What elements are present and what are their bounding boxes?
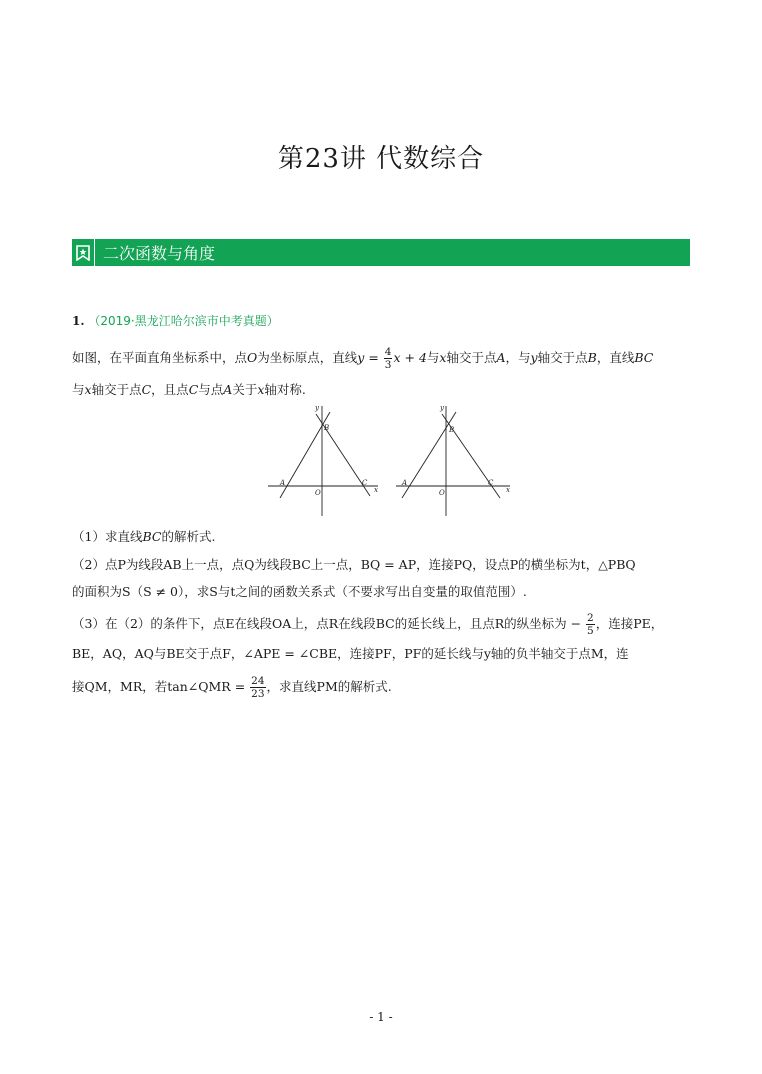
math: x: [439, 350, 447, 365]
question-header: [72, 312, 279, 329]
label-O: O: [315, 489, 321, 497]
part-2-line2: 的面积为S（S ≠ 0），求S与t之间的函数关系式（不要求写出自变量的取值范围）.: [72, 584, 527, 599]
fraction-num: 2: [587, 612, 594, 624]
question-stem-line2: [72, 380, 692, 400]
part-3-line2: BE，AQ，AQ与BE交于点F，∠APE = ∠CBE，连接PF，PF的延长线与y轴的负半轴交于点M，连: [72, 646, 629, 661]
text: ，且点: [151, 382, 189, 397]
math: y: [530, 350, 538, 365]
math: x: [84, 382, 92, 397]
label-B: B: [324, 424, 330, 432]
text: 轴对称.: [264, 382, 306, 397]
text: 的解析式.: [161, 529, 216, 544]
label-A: A: [402, 479, 408, 487]
math: A: [496, 350, 506, 365]
question-stem-line1: [72, 346, 692, 371]
text: ，直线: [596, 350, 635, 365]
text: 与点: [198, 382, 224, 397]
label-O: O: [439, 489, 445, 497]
part-2-line1: （2）点P为线段AB上一点，点Q为线段BC上一点，BQ = AP，连接PQ，设点P的横坐标为t，△PBQ: [72, 557, 636, 572]
text: 关于: [232, 382, 258, 397]
math: y =: [357, 350, 379, 365]
figures: [266, 400, 516, 524]
bookmark-star-icon: [72, 239, 95, 266]
question-source: （2019·黑龙江哈尔滨市中考真题）: [88, 314, 279, 328]
text: （1）求直线: [72, 529, 143, 544]
label-x: x: [374, 486, 378, 494]
math: BC: [142, 529, 162, 544]
coordinate-figures: [266, 400, 516, 520]
page-title: 第23讲 代数综合: [277, 144, 485, 174]
fraction-den: 23: [251, 688, 265, 700]
text: 轴交于点: [91, 382, 142, 397]
label-A: A: [280, 479, 286, 487]
question-number: 1.: [72, 314, 85, 328]
label-C: C: [362, 479, 368, 487]
label-C: C: [488, 479, 494, 487]
text: 接QM，MR，若tan∠QMR =: [72, 679, 246, 694]
math: x + 4: [393, 350, 427, 365]
section-title: 二次函数与角度: [103, 244, 216, 263]
text: 轴交于点: [446, 350, 497, 365]
part-3-line3: [72, 675, 692, 700]
math: BC: [634, 350, 654, 365]
fraction: [250, 675, 265, 700]
text: 如图，在平面直角坐标系中，点: [72, 350, 248, 365]
math: O: [247, 350, 258, 365]
text: 为坐标原点，直线: [257, 350, 358, 365]
fraction-den: 5: [587, 625, 594, 637]
text: ，求直线PM的解析式.: [266, 679, 392, 694]
text: 轴交于点: [537, 350, 588, 365]
text: 与: [72, 382, 85, 397]
fraction-den: 3: [384, 359, 392, 371]
fraction-num: 24: [251, 675, 265, 687]
label-x: x: [506, 486, 510, 494]
line-AB: [280, 412, 330, 498]
section-header: [72, 239, 690, 266]
math: C: [141, 382, 152, 397]
text: ，与: [505, 350, 531, 365]
fraction-num: 4: [384, 346, 392, 358]
math: A: [223, 382, 233, 397]
text: （3）在（2）的条件下，点E在线段OA上，点R在线段BC的延长线上，且点R的纵坐标为 −: [72, 616, 582, 631]
math: B: [587, 350, 597, 365]
figure-left: [268, 406, 378, 516]
fraction: [586, 612, 595, 637]
label-y: y: [315, 404, 319, 412]
math: x: [257, 382, 265, 397]
text: ，连接PE，: [595, 616, 664, 631]
label-y: y: [440, 404, 444, 412]
fraction: [384, 346, 393, 371]
figure-right: [396, 406, 510, 516]
label-B: B: [449, 426, 455, 434]
line-AB: [402, 412, 456, 498]
page-number: - 1 -: [369, 1010, 393, 1024]
part-3-line1: [72, 612, 692, 637]
text: 与: [426, 350, 440, 365]
math: C: [188, 382, 199, 397]
part-1: [72, 527, 692, 547]
